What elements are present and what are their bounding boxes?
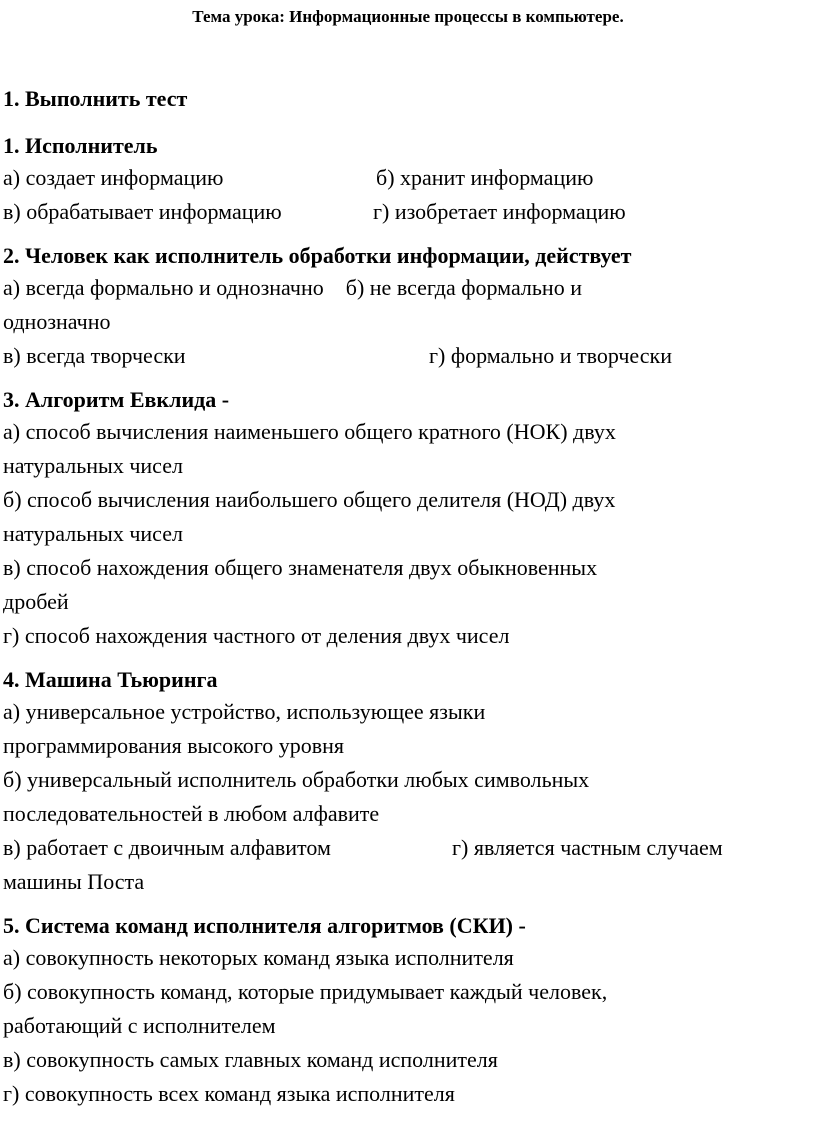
question-1 <box>3 130 803 229</box>
question-5 <box>3 910 803 1111</box>
answer-option: г) формально и творчески <box>429 343 672 368</box>
answer-line: а) способ вычисления наименьшего общего кратного (НОК) двух <box>3 419 616 444</box>
answer-option: в) всегда творчески <box>3 343 186 368</box>
answer-line: в) совокупность самых главных команд исполнителя <box>3 1047 498 1072</box>
question-title: 2. Человек как исполнитель обработки информации, действует <box>3 243 632 268</box>
answer-row <box>3 161 803 195</box>
answer-option: б) хранит информацию <box>376 165 594 190</box>
answer-line: натуральных чисел <box>3 453 183 478</box>
answer-line: программирования высокого уровня <box>3 733 344 758</box>
question-title: 5. Система команд исполнителя алгоритмов (СКИ) - <box>3 913 526 938</box>
answer-line: б) универсальный исполнитель обработки любых символьных <box>3 767 590 792</box>
question-3 <box>3 384 803 653</box>
test-content <box>3 84 803 1122</box>
question-title: 3. Алгоритм Евклида - <box>3 387 230 412</box>
question-title: 4. Машина Тьюринга <box>3 667 218 692</box>
answer-line: натуральных чисел <box>3 521 183 546</box>
answer-line: г) совокупность всех команд языка исполнителя <box>3 1081 455 1106</box>
answer-option: г) является частным случаем <box>452 835 723 860</box>
answer-row <box>3 831 803 865</box>
answer-option: в) обрабатывает информацию <box>3 199 282 224</box>
question-2 <box>3 240 803 373</box>
answer-option: а) создает информацию <box>3 165 224 190</box>
question-4 <box>3 664 803 899</box>
answer-line: а) совокупность некоторых команд языка исполнителя <box>3 945 514 970</box>
answer-line: б) совокупность команд, которые придумывает каждый человек, <box>3 979 608 1004</box>
answer-row <box>3 339 803 373</box>
answer-line: б) способ вычисления наибольшего общего делителя (НОД) двух <box>3 487 616 512</box>
question-title: 1. Исполнитель <box>3 133 158 158</box>
answer-option: в) работает с двоичным алфавитом <box>3 835 331 860</box>
page-title: Тема урока: Информационные процессы в компьютере. <box>192 7 624 26</box>
answer-line: дробей <box>3 589 69 614</box>
answer-line: однозначно <box>3 309 111 334</box>
answer-line: машины Поста <box>3 869 145 894</box>
answer-line: г) способ нахождения частного от деления двух чисел <box>3 623 510 648</box>
answer-line: а) всегда формально и однозначно б) не всегда формально и <box>3 275 582 300</box>
answer-line: последовательностей в любом алфавите <box>3 801 380 826</box>
answer-line: работающий с исполнителем <box>3 1013 276 1038</box>
answer-option: г) изобретает информацию <box>373 199 626 224</box>
task-heading: 1. Выполнить тест <box>3 86 188 111</box>
answer-line: в) способ нахождения общего знаменателя двух обыкновенных <box>3 555 598 580</box>
answer-row <box>3 195 803 229</box>
answer-line: а) универсальное устройство, использующее языки <box>3 699 486 724</box>
